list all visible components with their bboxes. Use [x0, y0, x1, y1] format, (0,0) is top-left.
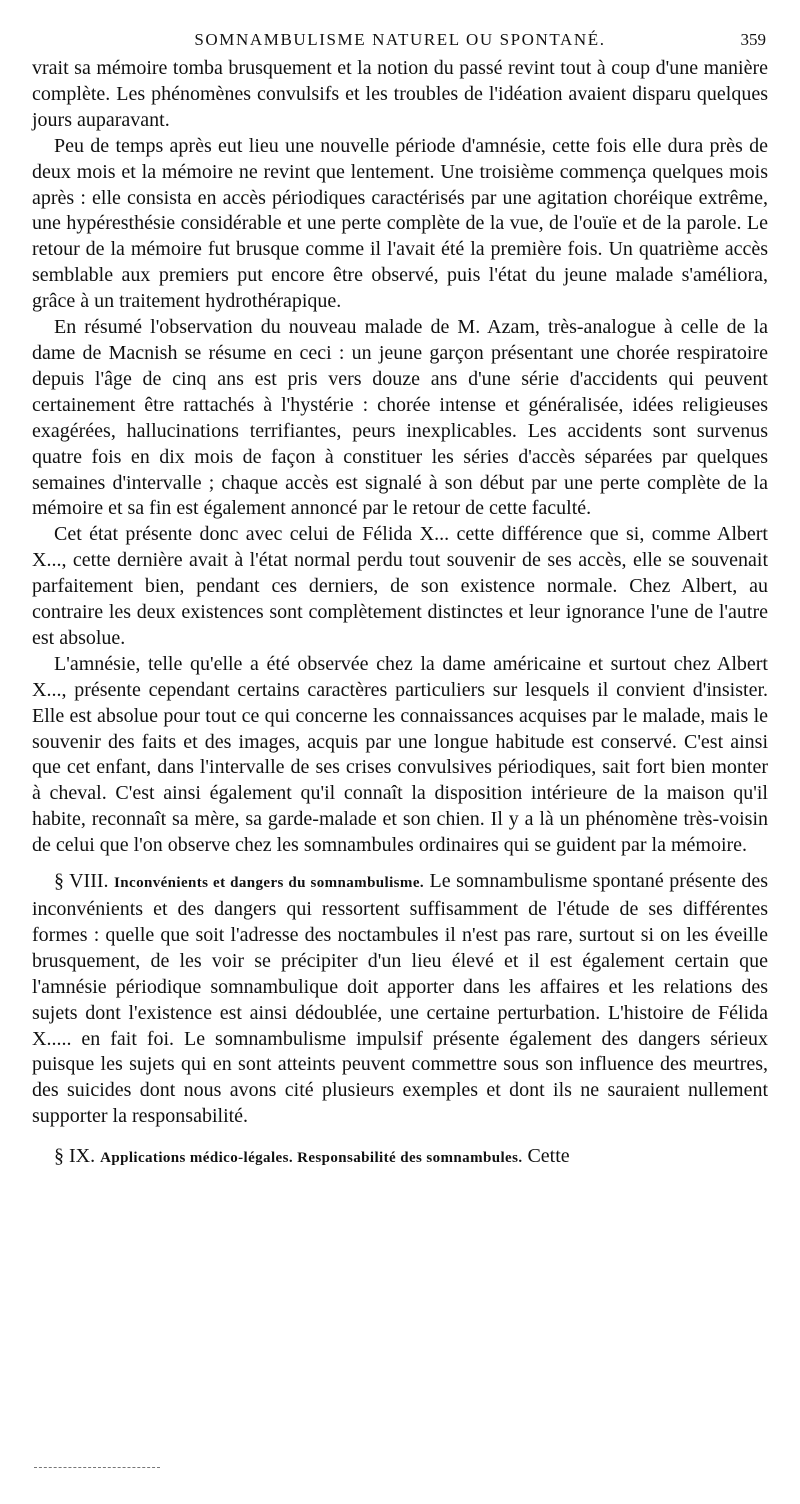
running-title: SOMNAMBULISME NATUREL OU SPONTANÉ. [194, 30, 606, 49]
book-page [32, 30, 768, 1172]
section-ix-mark: § IX. [54, 1145, 96, 1168]
paragraph-continuation: vrait sa mémoire tomba brusquement et la notion du passé revint tout à coup d'une manière complète. Les phénomènes convulsifs et les troubles de l'idéation avaient disparu quelques jours auparavant. [32, 57, 768, 131]
section-viii-title: Inconvénients et dangers du somnambulisme. [114, 875, 425, 892]
section-ix-text: Cette [527, 1145, 570, 1168]
footnote-rule [34, 1467, 160, 1468]
page-number: 359 [740, 30, 766, 49]
paragraph-amnesia-periods: Peu de temps après eut lieu une nouvelle période d'amnésie, cette fois elle dura près de deux mois et la mémoire ne revint que lentement. Une troisième commença quelques mois après : elle consista en accès périodiques caractérisés par une agitation choréique extrême, une hypéresthésie considérable et une perte complète de la vue, de l'ouïe et de la parole. Le retour de la mémoire fut brusque comme il l'avait été la première fois. Un quatrième accès semblable aux premiers put encore être observé, puis l'état du jeune malade s'améliora, grâce à un traitement hydrothérapique. [32, 134, 768, 313]
section-ix [32, 1144, 768, 1172]
paragraph-felida-comparison: Cet état présente donc avec celui de Félida X... cette différence que si, comme Albert X..., cette dernière avait à l'état normal perdu tout souvenir de ses accès, elle se souvenait parfaitement bien, pendant ces derniers, de son existence normale. Chez Albert, au contraire les deux existences sont complètement distinctes et leur ignorance l'une de l'autre est absolue. [32, 523, 768, 649]
section-viii [32, 869, 768, 1130]
section-viii-mark: § VIII. [54, 870, 109, 893]
section-ix-title: Applications médico-légales. Responsabilité des somnambules. [100, 1150, 523, 1167]
paragraph-amnesia-characteristics: L'amnésie, telle qu'elle a été observée chez la dame américaine et surtout chez Albert X..., présente cependant certains caractères particuliers sur lesquels il convient d'insister. Elle est absolue pour tout ce qui concerne les connaissances acquises par le malade, mais le souvenir des faits et des images, acquis par une longue habitude est conservé. C'est ainsi que cet enfant, dans l'intervalle de ses crises convulsives périodiques, sait fort bien monter à cheval. C'est ainsi également qu'il connaît la disposition intérieure de la maison qu'il habite, reconnaît sa mère, sa garde-malade et son chien. Il y a là un phénomène très-voisin de celui que l'on observe chez les somnambules ordinaires qui se guident par la mémoire. [32, 652, 768, 857]
section-viii-text: Le somnambulisme spontané présente des inconvénients et des dangers qui ressortent suffisamment de l'étude de ses différentes formes : quelle que soit l'adresse des noctambules il n'est pas rare, surtout si on les éveille brusquement, de les voir se précipiter d'un lieu élevé et il est également certain que l'amnésie périodique somnambulique doit apporter dans les affaires et les relations des sujets dont l'existence est ainsi dédoublée, une certaine perturbation. L'histoire de Félida X..... en fait foi. Le somnambulisme impulsif présente également des dangers sérieux puisque les sujets qui en sont atteints peuvent commettre sous son influence des meurtres, des suicides dont nous avons cité plusieurs exemples et dont ils ne sauraient nullement supporter la responsabilité. [32, 870, 769, 1128]
page-header [32, 30, 768, 56]
paragraph-summary: En résumé l'observation du nouveau malade de M. Azam, très-analogue à celle de la dame de Macnish se résume en ceci : un jeune garçon présentant une chorée respiratoire depuis l'âge de cinq ans est pris vers douze ans d'une série d'accidents qui peuvent certainement être rattachés à l'hystérie : chorée intense et généralisée, idées religieuses exagérées, hallucinations terrifiantes, peurs inexplicables. Les accidents sont survenus quatre fois en dix mois de façon à constituer les séries d'accès séparées par quelques semaines d'intervalle ; chaque accès est signalé à son début par une perte complète de la mémoire et sa fin est également annoncé par le retour de cette faculté. [32, 316, 768, 520]
